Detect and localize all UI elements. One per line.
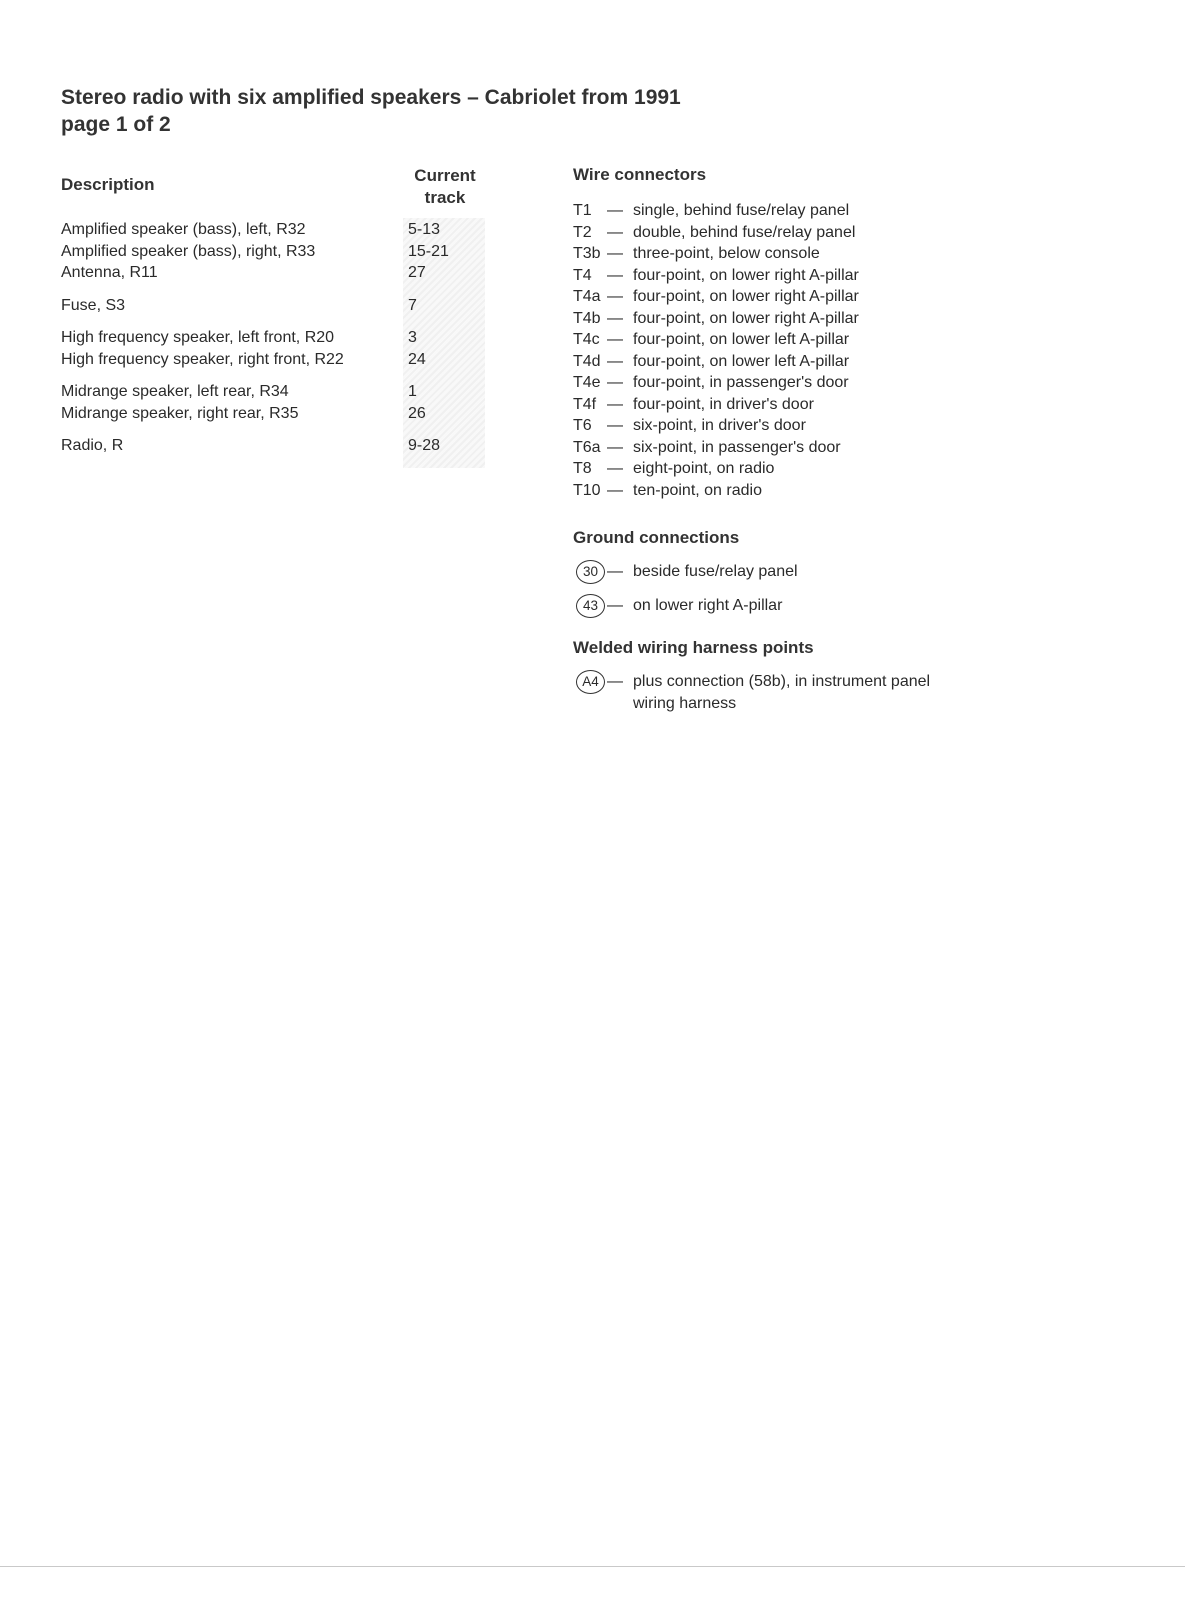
wire-connector-row bbox=[573, 394, 993, 416]
connector-description: four-point, in driver's door bbox=[633, 395, 814, 413]
circled-code: A4 bbox=[576, 670, 605, 694]
current-track-value: 3 bbox=[408, 329, 417, 346]
circled-code: 30 bbox=[576, 560, 605, 584]
description-group bbox=[61, 435, 501, 457]
description-label: High frequency speaker, right front, R22 bbox=[61, 350, 344, 368]
wire-connector-row bbox=[573, 200, 993, 222]
connector-code: T6a bbox=[573, 438, 601, 456]
description-label: Midrange speaker, right rear, R35 bbox=[61, 404, 299, 422]
wire-connector-row bbox=[573, 458, 993, 480]
connector-dash: — bbox=[607, 374, 623, 391]
code-dash: — bbox=[607, 597, 623, 614]
connector-code: T4f bbox=[573, 395, 597, 413]
wire-connector-row bbox=[573, 480, 993, 502]
connector-dash: — bbox=[607, 202, 623, 219]
wire-connector-row bbox=[573, 243, 993, 265]
wire-connectors-list bbox=[573, 200, 993, 501]
description-label: Midrange speaker, left rear, R34 bbox=[61, 383, 289, 400]
connector-description: four-point, on lower right A-pillar bbox=[633, 266, 859, 284]
connector-description: four-point, on lower left A-pillar bbox=[633, 331, 850, 348]
connector-dash: — bbox=[607, 460, 623, 477]
current-track-value: 24 bbox=[408, 350, 426, 368]
connector-description: four-point, on lower left A-pillar bbox=[633, 352, 850, 370]
description-group bbox=[61, 219, 501, 284]
current-track-value: 26 bbox=[408, 404, 426, 422]
connector-code: T4d bbox=[573, 352, 601, 370]
connector-description: eight-point, on radio bbox=[633, 460, 775, 477]
welded-points-heading: Welded wiring harness points bbox=[573, 638, 814, 657]
description-group bbox=[61, 295, 501, 317]
title-line-1: Stereo radio with six amplified speakers – Cabriolet from 1991 bbox=[61, 86, 681, 109]
code-description: beside fuse/relay panel bbox=[633, 563, 798, 580]
wire-connector-row bbox=[573, 415, 993, 437]
code-dash: — bbox=[607, 563, 623, 580]
title-line-2: page 1 of 2 bbox=[61, 113, 171, 136]
description-label: Radio, R bbox=[61, 437, 124, 454]
connector-dash: — bbox=[607, 223, 623, 241]
description-row bbox=[61, 435, 501, 457]
current-track-value: 27 bbox=[408, 264, 426, 281]
description-row bbox=[61, 349, 501, 371]
wire-connectors-heading: Wire connectors bbox=[573, 165, 707, 184]
connector-code: T2 bbox=[573, 223, 592, 241]
ground-connections-list bbox=[576, 561, 1016, 629]
description-label: Amplified speaker (bass), right, R33 bbox=[61, 242, 316, 260]
current-track-value: 5-13 bbox=[408, 221, 441, 238]
connector-description: four-point, in passenger's door bbox=[633, 374, 849, 391]
welded-points-list bbox=[576, 671, 1016, 725]
connector-code: T4c bbox=[573, 331, 600, 348]
wire-connector-row bbox=[573, 437, 993, 459]
current-track-value: 1 bbox=[408, 383, 417, 400]
wire-connector-row bbox=[573, 351, 993, 373]
description-list bbox=[61, 219, 501, 468]
connector-dash: — bbox=[607, 481, 623, 499]
circled-code: 43 bbox=[576, 594, 605, 618]
description-label: Antenna, R11 bbox=[61, 264, 158, 281]
connector-code: T6 bbox=[573, 417, 592, 434]
connector-dash: — bbox=[607, 417, 623, 434]
connector-description: single, behind fuse/relay panel bbox=[633, 202, 850, 219]
description-row bbox=[61, 403, 501, 425]
description-heading: Description bbox=[61, 175, 155, 194]
current-track-value: 7 bbox=[408, 296, 417, 314]
connector-code: T4 bbox=[573, 266, 592, 284]
ground-connection-row bbox=[576, 595, 1016, 618]
connector-code: T3b bbox=[573, 245, 601, 262]
connector-description: three-point, below console bbox=[633, 245, 820, 262]
connector-description: six-point, in passenger's door bbox=[633, 438, 841, 456]
connector-description: double, behind fuse/relay panel bbox=[633, 223, 856, 241]
connector-dash: — bbox=[607, 266, 623, 284]
connector-dash: — bbox=[607, 395, 623, 413]
current-track-heading bbox=[405, 165, 485, 209]
code-description: plus connection (58b), in instrument panel wiring harness bbox=[633, 673, 931, 712]
connector-dash: — bbox=[607, 331, 623, 348]
description-group bbox=[61, 327, 501, 370]
description-row bbox=[61, 262, 501, 284]
track-heading-line-1: Current bbox=[414, 166, 476, 185]
wire-connector-row bbox=[573, 372, 993, 394]
wire-connector-row bbox=[573, 265, 993, 287]
description-label: High frequency speaker, left front, R20 bbox=[61, 329, 335, 346]
description-label: Amplified speaker (bass), left, R32 bbox=[61, 221, 306, 238]
connector-description: four-point, on lower right A-pillar bbox=[633, 309, 859, 327]
connector-description: six-point, in driver's door bbox=[633, 417, 806, 434]
connector-dash: — bbox=[607, 438, 623, 456]
description-row bbox=[61, 295, 501, 317]
description-label: Fuse, S3 bbox=[61, 296, 126, 314]
wire-connector-row bbox=[573, 308, 993, 330]
bottom-rule bbox=[0, 1566, 1185, 1567]
connector-description: ten-point, on radio bbox=[633, 481, 762, 499]
track-heading-line-2: track bbox=[424, 188, 466, 207]
connector-dash: — bbox=[607, 309, 623, 327]
wire-connector-row bbox=[573, 329, 993, 351]
connector-code: T8 bbox=[573, 460, 592, 477]
connector-code: T1 bbox=[573, 202, 592, 219]
connector-dash: — bbox=[607, 288, 623, 305]
connector-description: four-point, on lower right A-pillar bbox=[633, 288, 859, 305]
connector-dash: — bbox=[607, 352, 623, 370]
connector-code: T4e bbox=[573, 374, 601, 391]
description-row bbox=[61, 381, 501, 403]
connector-code: T4a bbox=[573, 288, 601, 305]
description-row bbox=[61, 327, 501, 349]
welded-point-row bbox=[576, 671, 1016, 714]
code-dash: — bbox=[607, 673, 623, 690]
current-track-value: 15-21 bbox=[408, 242, 449, 260]
description-row bbox=[61, 241, 501, 263]
code-description: on lower right A-pillar bbox=[633, 597, 783, 614]
page-title bbox=[61, 84, 681, 138]
ground-connection-row bbox=[576, 561, 1016, 584]
wire-connector-row bbox=[573, 286, 993, 308]
connector-code: T4b bbox=[573, 309, 601, 327]
ground-connections-heading: Ground connections bbox=[573, 528, 740, 547]
connector-code: T10 bbox=[573, 481, 601, 499]
current-track-value: 9-28 bbox=[408, 437, 441, 454]
connector-dash: — bbox=[607, 245, 623, 262]
wire-connector-row bbox=[573, 222, 993, 244]
description-row bbox=[61, 219, 501, 241]
description-group bbox=[61, 381, 501, 424]
